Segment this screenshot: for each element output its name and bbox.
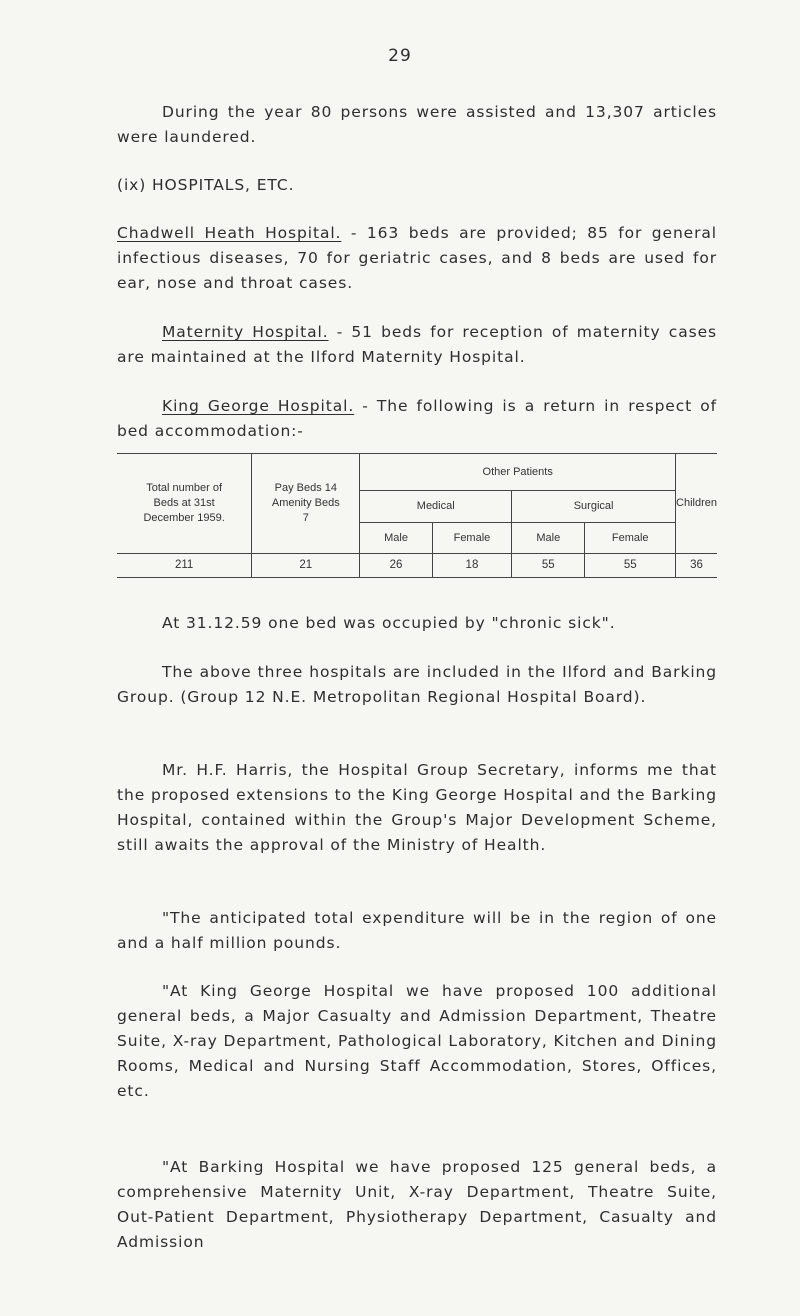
chadwell-paragraph [117, 221, 717, 296]
cell-pay-beds: 21 [252, 554, 360, 578]
header-surgical-female: Female [585, 523, 676, 554]
group-paragraph: The above three hospitals are included in the Ilford and Barking Group. (Group 12 N.E. Metropolitan Regional Hospital Board). [117, 663, 717, 706]
cell-surgical-female: 55 [585, 554, 676, 578]
barking-plan-paragraph: "At Barking Hospital we have proposed 125 general beds, a comprehensive Maternity Unit, X-ray Department, Theatre Suite, Out-Patient Department, Physiotherapy Department, Casualty and Admission [117, 1158, 717, 1251]
chadwell-hospital-name: Chadwell Heath Hospital. [117, 224, 342, 242]
header-children: Children [676, 454, 717, 554]
maternity-paragraph [117, 320, 717, 370]
cell-children: 36 [676, 554, 717, 578]
king-george-text: - The following is a return in respect of bed accommodation:- [117, 397, 717, 440]
header-medical: Medical [360, 491, 512, 523]
header-surgical-male: Male [512, 523, 585, 554]
expenditure-paragraph: "The anticipated total expenditure will be in the region of one and a half million pounds. [117, 909, 717, 952]
header-total-beds: Total number of Beds at 31st December 1959. [117, 454, 252, 554]
maternity-text: - 51 beds for reception of maternity cases are maintained at the Ilford Maternity Hospital. [117, 323, 717, 366]
page-number: 29 [388, 46, 412, 66]
header-medical-female: Female [432, 523, 511, 554]
king-george-hospital-name: King George Hospital. [162, 397, 355, 415]
maternity-hospital-name: Maternity Hospital. [162, 323, 329, 341]
section-heading: (ix) HOSPITALS, ETC. [117, 176, 295, 194]
laundry-paragraph: During the year 80 persons were assisted and 13,307 articles were laundered. [117, 103, 717, 146]
header-other-patients: Other Patients [360, 454, 676, 491]
king-george-plan-paragraph: "At King George Hospital we have proposed 100 additional general beds, a Major Casualty and Admission Department, Theatre Suite, X-ray Department, Pathological Laboratory, Kitchen and Dining Rooms, Medical and Nursing Staff Accommodation, Stores, Offices, etc. [117, 982, 718, 1100]
header-medical-male: Male [360, 523, 432, 554]
cell-total-beds: 211 [117, 554, 252, 578]
king-george-paragraph [117, 394, 717, 444]
bed-accommodation-table [117, 453, 717, 578]
chronic-sick-paragraph: At 31.12.59 one bed was occupied by "chronic sick". [162, 614, 616, 632]
cell-medical-male: 26 [360, 554, 432, 578]
header-surgical: Surgical [512, 491, 676, 523]
cell-surgical-male: 55 [512, 554, 585, 578]
chadwell-text: - 163 beds are provided; 85 for general infectious diseases, 70 for geriatric cases, and 8 beds are used for ear, nose and throat cases. [117, 224, 717, 292]
header-pay-beds: Pay Beds 14 Amenity Beds 7 [252, 454, 360, 554]
harris-paragraph: Mr. H.F. Harris, the Hospital Group Secretary, informs me that the proposed extensions to the King George Hospital and the Barking Hospital, contained within the Group's Major Development Scheme, still awaits the approval of the Ministry of Health. [117, 761, 717, 854]
cell-medical-female: 18 [432, 554, 511, 578]
